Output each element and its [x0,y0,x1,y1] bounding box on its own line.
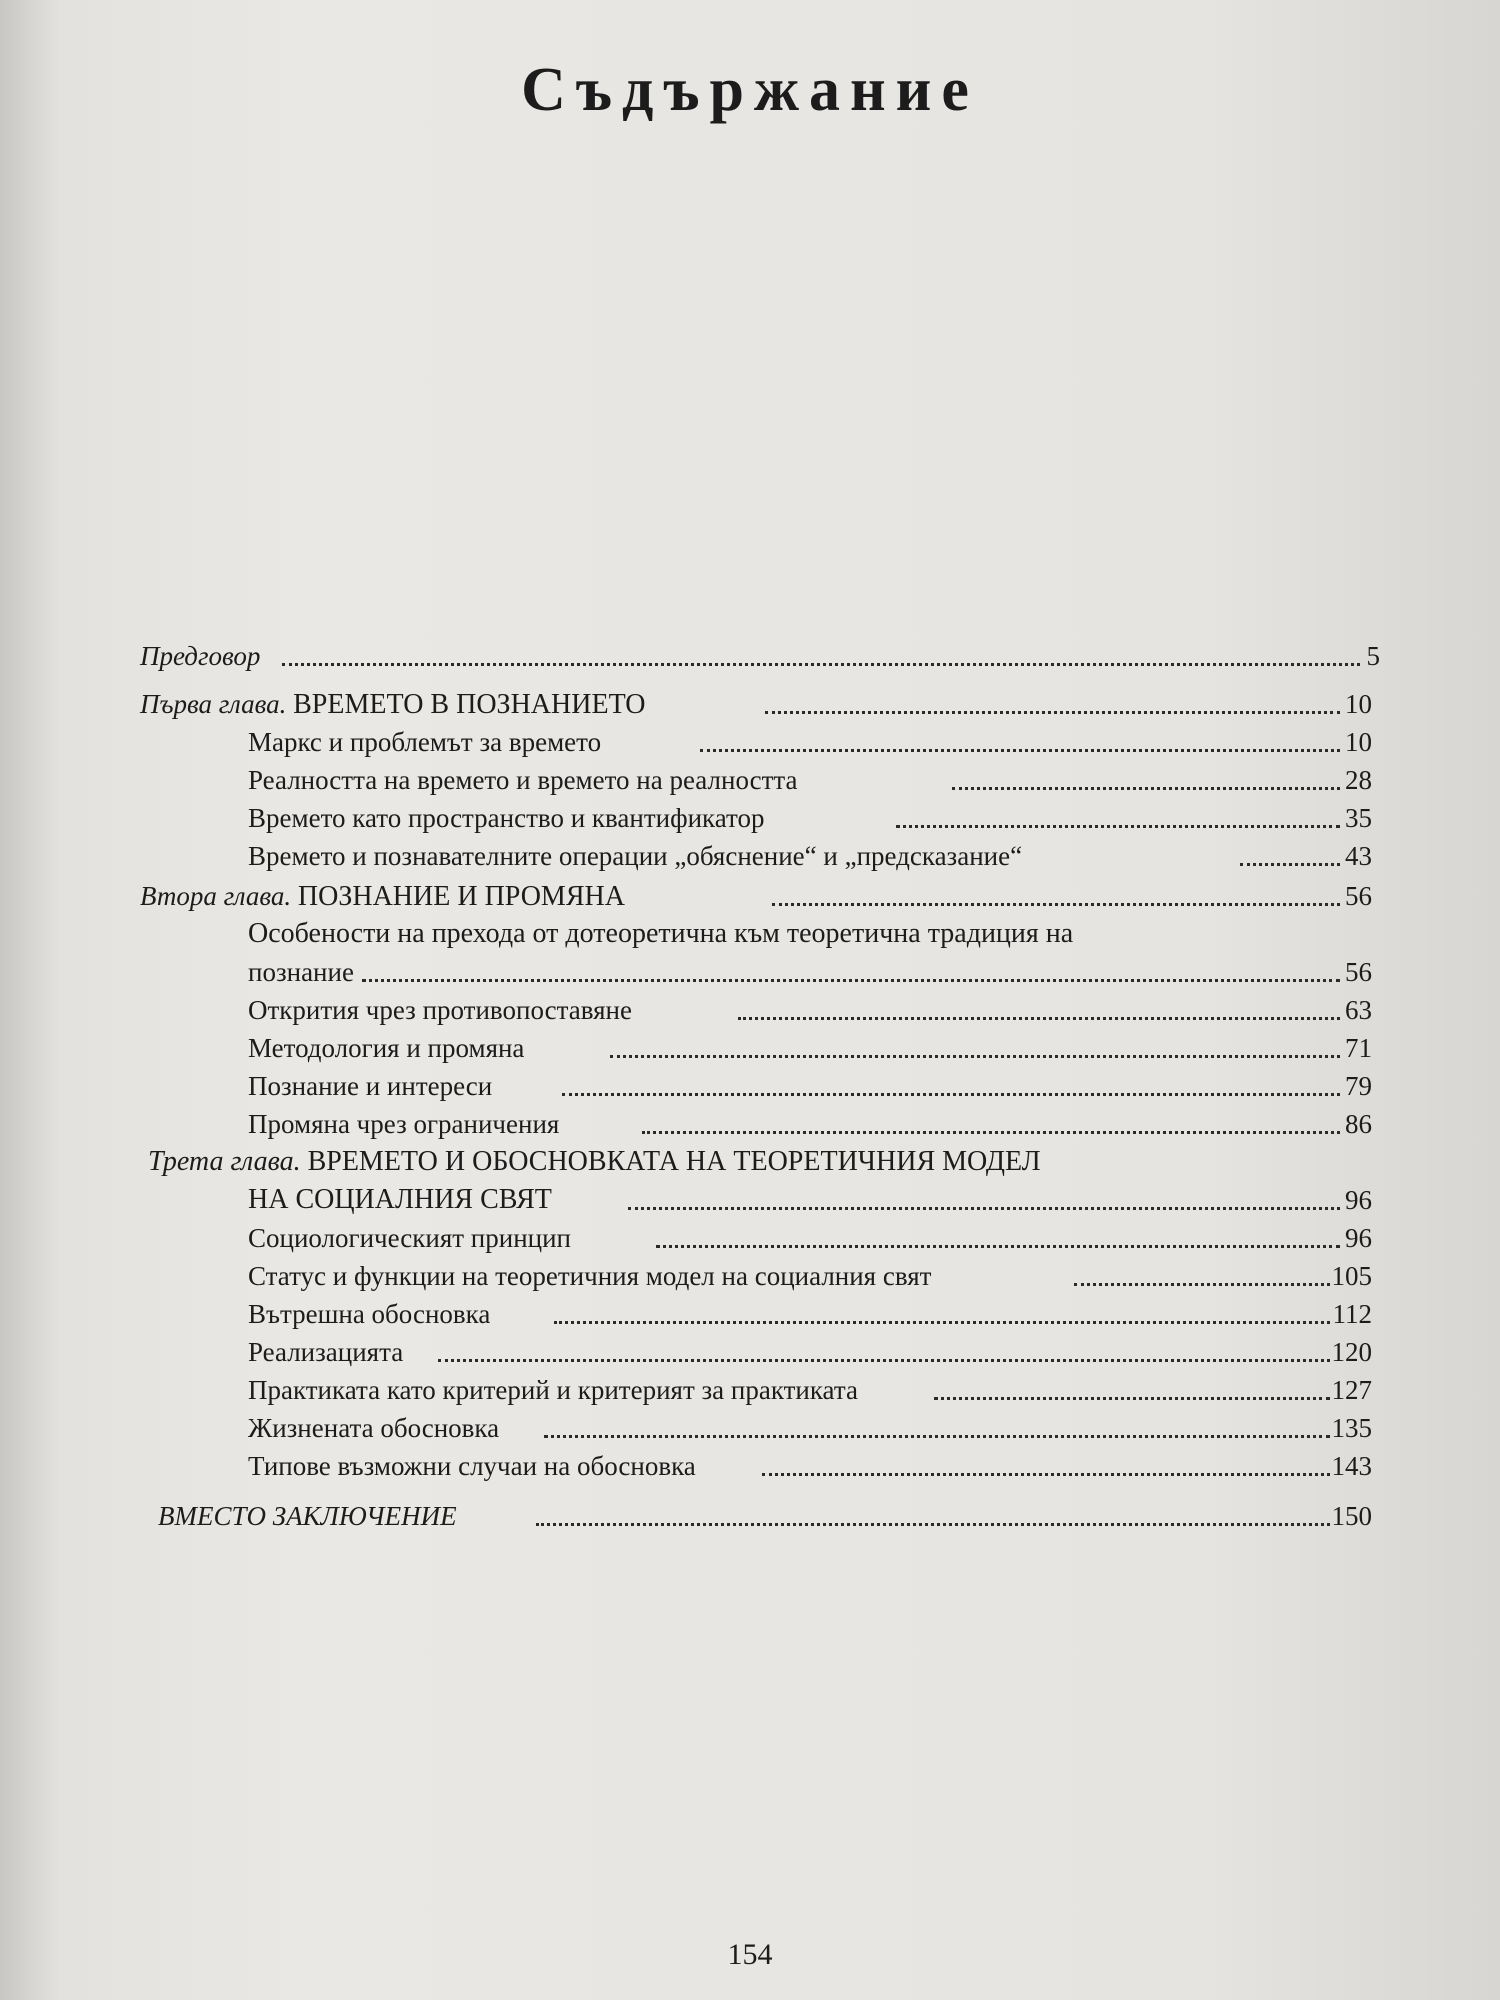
dot-leader [642,1131,1340,1134]
chapter-title-line1: ВРЕМЕТО И ОБОСНОВКАТА НА ТЕОРЕТИЧНИЯ МОДЕЛ [307,1146,1041,1177]
page-ref: 10 [1345,727,1372,757]
toc-chapter-1 [140,688,1390,720]
entry-title: Времето и познавателните операции „обяснение“ и „предсказание“ [248,841,1023,871]
dot-leader [554,1321,1330,1324]
page-ref: 63 [1345,995,1372,1025]
page-ref: 120 [1331,1337,1372,1367]
page-ref: 56 [1345,957,1372,987]
page-number: 154 [727,1938,773,1971]
toc-entry [140,802,1390,834]
entry-title: Времето като пространство и квантификатор [248,803,765,833]
toc-entry [140,1222,1390,1254]
page-ref: 96 [1345,1223,1372,1253]
dot-leader [562,1093,1340,1096]
toc-chapter-3-line1 [148,1146,1041,1178]
entry-title: Открития чрез противопоставяне [248,995,632,1025]
toc-entry [140,726,1390,758]
entry-title: Методология и промяна [248,1033,525,1063]
dot-leader [544,1435,1330,1438]
dot-leader [610,1055,1340,1058]
chapter-label: Първа глава. [140,689,287,719]
entry-title: Маркс и проблемът за времето [248,727,602,757]
dot-leader [738,1017,1340,1020]
dot-leader [700,749,1340,752]
entry-title: Практиката като критерий и критерият за практиката [248,1375,858,1405]
toc-entry [140,1032,1390,1064]
page-ref: 10 [1345,689,1372,719]
toc-entry-conclusion [140,1500,1390,1532]
toc-entry [140,1336,1390,1368]
dot-leader [282,663,1360,666]
chapter-label: Втора глава. [140,881,292,911]
chapter-title-line2: НА СОЦИАЛНИЯ СВЯТ [248,1184,552,1215]
page-ref: 43 [1345,841,1372,871]
dot-leader [536,1523,1330,1526]
page-title: Съдържание [521,56,979,124]
dot-leader [656,1245,1340,1248]
chapter-title: ПОЗНАНИЕ И ПРОМЯНА [297,881,625,912]
dot-leader [1074,1283,1330,1286]
dot-leader [1240,863,1340,866]
toc-chapter-2 [140,880,1390,912]
toc-entry [140,1412,1390,1444]
page-ref: 5 [1366,641,1380,671]
dot-leader [438,1359,1330,1362]
chapter-label: Трета глава. [148,1146,301,1177]
entry-title-line2: познание [248,957,354,987]
entry-title: Социологическият принцип [248,1223,571,1253]
chapter-title: ВРЕМЕТО В ПОЗНАНИЕТО [293,689,646,720]
toc-entry [140,1450,1390,1482]
entry-title: Реалността на времето и времето на реалността [248,765,798,795]
dot-leader [362,979,1340,982]
page-ref: 150 [1331,1501,1372,1531]
page-ref: 127 [1331,1375,1372,1405]
toc-entry [140,1070,1390,1102]
entry-title: Предговор [140,641,261,671]
dot-leader [762,1473,1330,1476]
page-ref: 35 [1345,803,1372,833]
entry-title: ВМЕСТО ЗАКЛЮЧЕНИЕ [158,1501,457,1531]
entry-title-line1: Особености на прехода от дотеоретична към теоретична традиция на [248,918,1074,949]
toc-entry [140,1108,1390,1140]
toc-entry [140,1260,1390,1292]
entry-title: Статус и функции на теоретичния модел на социалния свят [248,1261,932,1291]
toc-entry [140,1298,1390,1330]
dot-leader [896,825,1340,828]
toc-chapter-3 [140,1184,1390,1216]
dot-leader [772,903,1340,906]
entry-title: Реализацията [248,1337,404,1367]
page-ref: 86 [1345,1109,1372,1139]
toc-entry [140,840,1390,872]
page-ref: 56 [1345,881,1372,911]
entry-title: Типове възможни случаи на обосновка [248,1451,696,1481]
page-ref: 71 [1345,1033,1372,1063]
toc-entry [140,956,1390,988]
entry-title: Промяна чрез ограничения [248,1109,560,1139]
page-ref: 79 [1345,1071,1372,1101]
page-ref: 143 [1331,1451,1372,1481]
toc-entry-preface [140,640,1390,672]
page-ref: 28 [1345,765,1372,795]
toc-entry [140,764,1390,796]
toc-entry [140,994,1390,1026]
page-ref: 105 [1331,1261,1372,1291]
page-ref: 112 [1332,1299,1372,1329]
entry-title: Познание и интереси [248,1071,493,1101]
toc-entry [140,1374,1390,1406]
dot-leader [952,787,1340,790]
page-ref: 135 [1331,1413,1372,1443]
entry-title: Жизнената обосновка [248,1413,500,1443]
dot-leader [765,711,1340,714]
entry-title: Вътрешна обосновка [248,1299,491,1329]
dot-leader [934,1397,1330,1400]
page-ref: 96 [1345,1185,1372,1215]
dot-leader [628,1207,1340,1210]
